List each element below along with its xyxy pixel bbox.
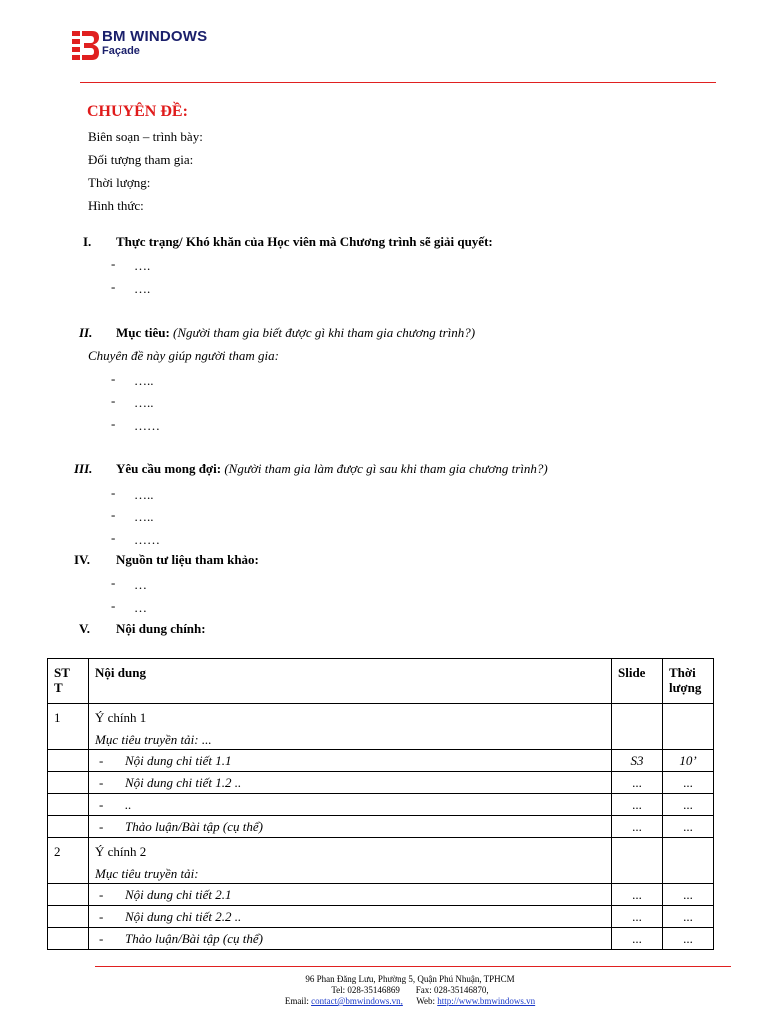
footer-web-link[interactable]: http://www.bmwindows.vn (437, 996, 536, 1006)
footer-address: 96 Phan Đăng Lưu, Phường 5, Quận Phú Nhuận, TPHCM (305, 974, 515, 984)
time-cell: ... (663, 816, 714, 838)
table-row (48, 772, 714, 794)
empty-cell (48, 906, 89, 928)
section-1-item: …. (134, 281, 151, 296)
logo-title: BM WINDOWS (102, 28, 208, 45)
section-2-intro: Chuyên đề này giúp người tham gia: (88, 348, 279, 363)
document-title: CHUYÊN ĐỀ: (87, 103, 188, 120)
section-4-item: … (134, 577, 147, 592)
table-row (48, 816, 714, 838)
detail-cell (89, 750, 612, 772)
detail-text: .. (125, 797, 132, 812)
table-row (48, 884, 714, 906)
section-2-note: (Người tham gia biết được gì khi tham gia chương trình?) (173, 325, 476, 340)
author-line: Biên soạn – trình bày: (88, 129, 203, 144)
company-logo (72, 26, 232, 64)
empty-cell (663, 838, 714, 884)
empty-cell (48, 884, 89, 906)
group-2-title: Ý chính 2 (89, 838, 612, 867)
detail-text: Thảo luận/Bài tập (cụ thể) (125, 819, 263, 834)
table-row (48, 704, 714, 733)
row-dash: - (99, 775, 104, 790)
row-dash: - (99, 819, 104, 834)
section-3-note: (Người tham gia làm được gì sau khi tham gia chương trình?) (224, 461, 548, 476)
bullet-dash: - (111, 575, 116, 590)
detail-cell (89, 884, 612, 906)
footer-email-label: Email: (284, 996, 309, 1006)
empty-cell (48, 794, 89, 816)
time-cell: ... (663, 794, 714, 816)
section-1-number: I. (83, 234, 92, 249)
section-3-heading-line (116, 461, 548, 477)
group-1-goal: Mục tiêu truyền tải: ... (89, 732, 612, 750)
section-5-number: V. (79, 621, 90, 636)
row-dash: - (99, 797, 104, 812)
row-dash: - (99, 753, 104, 768)
time-cell: ... (663, 928, 714, 950)
section-3-item: ….. (134, 487, 154, 502)
bullet-dash: - (111, 371, 116, 386)
slide-cell: ... (612, 928, 663, 950)
slide-cell: ... (612, 772, 663, 794)
audience-line: Đối tượng tham gia: (88, 152, 194, 167)
content-table (47, 658, 714, 950)
section-2-number: II. (79, 325, 93, 340)
slide-cell: ... (612, 794, 663, 816)
time-cell: ... (663, 884, 714, 906)
section-3-item: ….. (134, 509, 154, 524)
header-slide: Slide (612, 659, 663, 704)
footer-tel: Tel: 028-35146869 (331, 985, 400, 995)
time-cell: ... (663, 772, 714, 794)
group-2-number: 2 (48, 838, 89, 884)
section-3-number: III. (74, 461, 93, 476)
detail-text: Nội dung chi tiết 2.1 (125, 887, 232, 902)
header-time: Thời lượng (663, 659, 714, 704)
table-row (48, 750, 714, 772)
footer-email-link[interactable]: contact@bmwindows.vn, (311, 996, 403, 1006)
slide-cell: ... (612, 906, 663, 928)
duration-line: Thời lượng: (88, 175, 151, 190)
detail-cell (89, 928, 612, 950)
group-1-title: Ý chính 1 (89, 704, 612, 733)
time-cell: 10’ (663, 750, 714, 772)
detail-cell (89, 816, 612, 838)
section-3-item: …… (134, 532, 160, 547)
section-3-heading: Yêu cầu mong đợi: (116, 461, 222, 476)
section-2-item: …… (134, 418, 160, 433)
row-dash: - (99, 931, 104, 946)
section-1-heading: Thực trạng/ Khó khăn của Học viên mà Chương trình sẽ giải quyết: (116, 234, 493, 249)
detail-cell (89, 906, 612, 928)
empty-cell (612, 838, 663, 884)
empty-cell (48, 928, 89, 950)
section-2-item: ….. (134, 373, 154, 388)
section-2-item: ….. (134, 395, 154, 410)
footer-contact-phone (0, 985, 768, 996)
row-dash: - (99, 909, 104, 924)
detail-text: Nội dung chi tiết 1.2 .. (125, 775, 242, 790)
detail-cell (89, 772, 612, 794)
slide-cell: ... (612, 816, 663, 838)
detail-text: Nội dung chi tiết 1.1 (125, 753, 232, 768)
footer-contact-online (0, 996, 768, 1007)
footer-web-label: Web: (416, 996, 435, 1006)
footer-fax: Fax: 028-35146870, (415, 985, 489, 995)
logo-mark-icon (72, 29, 100, 61)
section-4-heading: Nguồn tư liệu tham khảo: (116, 552, 259, 567)
table-row (48, 838, 714, 867)
bullet-dash: - (111, 279, 116, 294)
empty-cell (663, 704, 714, 750)
slide-cell: ... (612, 884, 663, 906)
detail-text: Nội dung chi tiết 2.2 .. (125, 909, 242, 924)
bullet-dash: - (111, 393, 116, 408)
footer-divider (95, 966, 731, 967)
table-header-row (48, 659, 714, 704)
bullet-dash: - (111, 507, 116, 522)
slide-cell: S3 (612, 750, 663, 772)
bullet-dash: - (111, 598, 116, 613)
bullet-dash: - (111, 416, 116, 431)
logo-subtitle: Façade (102, 45, 140, 57)
table-row (48, 794, 714, 816)
empty-cell (612, 704, 663, 750)
row-dash: - (99, 887, 104, 902)
section-2-heading: Mục tiêu: (116, 325, 170, 340)
section-4-number: IV. (74, 552, 91, 567)
detail-cell (89, 794, 612, 816)
section-1-item: …. (134, 258, 151, 273)
section-2-heading-line (116, 325, 475, 341)
time-cell: ... (663, 906, 714, 928)
group-1-number: 1 (48, 704, 89, 750)
format-line: Hình thức: (88, 198, 144, 213)
table-row (48, 906, 714, 928)
bullet-dash: - (111, 485, 116, 500)
group-2-goal: Mục tiêu truyền tải: (89, 866, 612, 884)
section-4-item: … (134, 600, 147, 615)
header-content: Nội dung (89, 659, 612, 704)
table-row (48, 928, 714, 950)
empty-cell (48, 772, 89, 794)
header-stt: ST T (48, 659, 89, 704)
detail-text: Thảo luận/Bài tập (cụ thể) (125, 931, 263, 946)
header-divider (80, 82, 716, 83)
empty-cell (48, 750, 89, 772)
bullet-dash: - (111, 530, 116, 545)
section-5-heading: Nội dung chính: (116, 621, 206, 636)
empty-cell (48, 816, 89, 838)
bullet-dash: - (111, 256, 116, 271)
